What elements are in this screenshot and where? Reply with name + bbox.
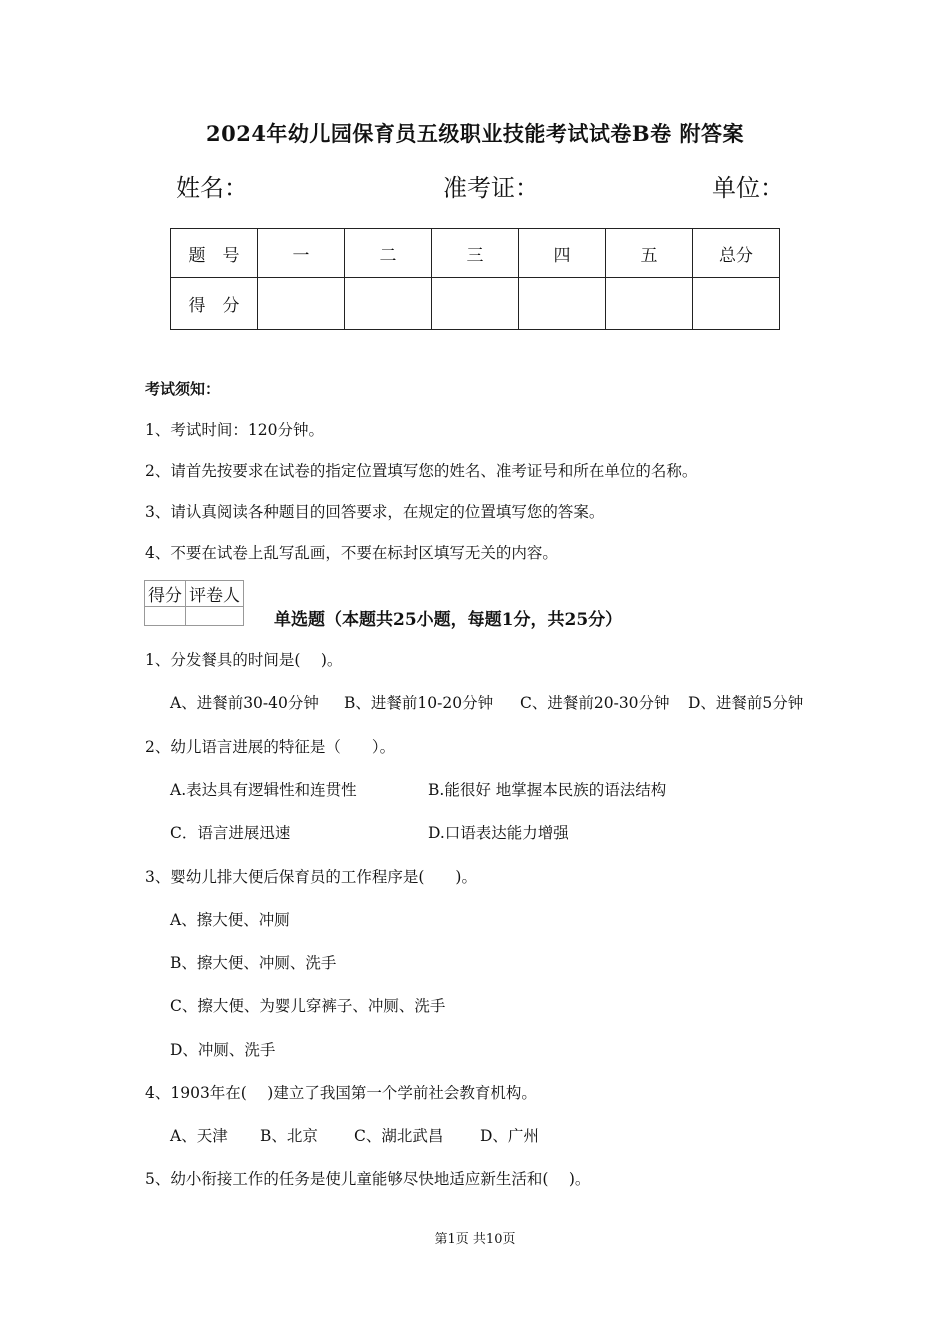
answer-option[interactable]: B、擦大便、冲厕、洗手 <box>170 954 337 972</box>
answer-option[interactable]: D、进餐前5分钟 <box>688 694 804 712</box>
answer-option[interactable]: A、进餐前30-40分钟 <box>170 694 319 712</box>
score-table <box>170 228 780 330</box>
grader-reviewer-input[interactable] <box>186 607 244 626</box>
score-table-cell: 总分 <box>693 229 780 278</box>
score-table-score-row <box>171 278 780 330</box>
question-stem: 1、分发餐具的时间是( )。 <box>145 651 343 669</box>
notice-item: 2、请首先按要求在试卷的指定位置填写您的姓名、准考证号和所在单位的名称。 <box>145 462 698 480</box>
answer-option[interactable]: B、进餐前10-20分钟 <box>344 694 494 712</box>
notice-item: 3、请认真阅读各种题目的回答要求，在规定的位置填写您的答案。 <box>145 503 605 521</box>
question-stem: 5、幼小衔接工作的任务是使儿童能够尽快地适应新生活和( )。 <box>145 1170 591 1188</box>
answer-option[interactable]: B、北京 <box>260 1127 318 1145</box>
question-stem: 3、婴幼儿排大便后保育员的工作程序是( )。 <box>145 868 477 886</box>
score-input-cell[interactable] <box>693 278 780 330</box>
answer-option[interactable]: A、天津 <box>170 1127 228 1145</box>
score-input-cell[interactable] <box>258 278 345 330</box>
section-title: 单选题（本题共25小题，每题1分，共25分） <box>274 610 623 630</box>
score-table-header-row <box>171 229 780 278</box>
score-table-cell: 三 <box>432 229 519 278</box>
grader-box <box>144 580 244 626</box>
page-footer: 第1页 共10页 <box>434 1232 516 1247</box>
answer-option[interactable]: C．语言进展迅速 <box>170 824 291 842</box>
question-stem: 2、幼儿语言进展的特征是（ ）。 <box>145 738 396 756</box>
grader-score-label: 得分 <box>145 581 186 607</box>
score-table-cell: 题 号 <box>171 229 258 278</box>
score-input-cell[interactable] <box>606 278 693 330</box>
question-stem: 4、1903年在( )建立了我国第一个学前社会教育机构。 <box>145 1084 537 1102</box>
grader-reviewer-label: 评卷人 <box>186 581 244 607</box>
answer-option[interactable]: C、擦大便、为婴儿穿裤子、冲厕、洗手 <box>170 997 446 1015</box>
answer-option[interactable]: C、进餐前20-30分钟 <box>520 694 670 712</box>
notice-heading: 考试须知： <box>145 380 221 398</box>
score-table-cell: 一 <box>258 229 345 278</box>
answer-option[interactable]: D、广州 <box>480 1127 539 1145</box>
exam-id-field-label: 准考证： <box>443 174 539 202</box>
notice-item: 4、不要在试卷上乱写乱画，不要在标封区填写无关的内容。 <box>145 544 558 562</box>
answer-option[interactable]: D.口语表达能力增强 <box>428 824 569 842</box>
score-input-cell[interactable] <box>519 278 606 330</box>
unit-field-label: 单位： <box>712 174 784 202</box>
score-input-cell[interactable] <box>345 278 432 330</box>
name-field-label: 姓名： <box>176 174 248 202</box>
exam-title: 2024年幼儿园保育员五级职业技能考试试卷B卷 附答案 <box>205 121 744 146</box>
score-input-cell[interactable] <box>432 278 519 330</box>
notice-item: 1、考试时间：120分钟。 <box>145 421 324 439</box>
score-table-cell: 得 分 <box>171 278 258 330</box>
answer-option[interactable]: B.能很好 地掌握本民族的语法结构 <box>428 781 667 799</box>
score-table-cell: 四 <box>519 229 606 278</box>
grader-score-input[interactable] <box>145 607 186 626</box>
score-table-cell: 五 <box>606 229 693 278</box>
answer-option[interactable]: C、湖北武昌 <box>354 1127 444 1145</box>
answer-option[interactable]: A、擦大便、冲厕 <box>170 911 290 929</box>
answer-option[interactable]: A.表达具有逻辑性和连贯性 <box>170 781 357 799</box>
answer-option[interactable]: D、冲厕、洗手 <box>170 1041 276 1059</box>
score-table-cell: 二 <box>345 229 432 278</box>
